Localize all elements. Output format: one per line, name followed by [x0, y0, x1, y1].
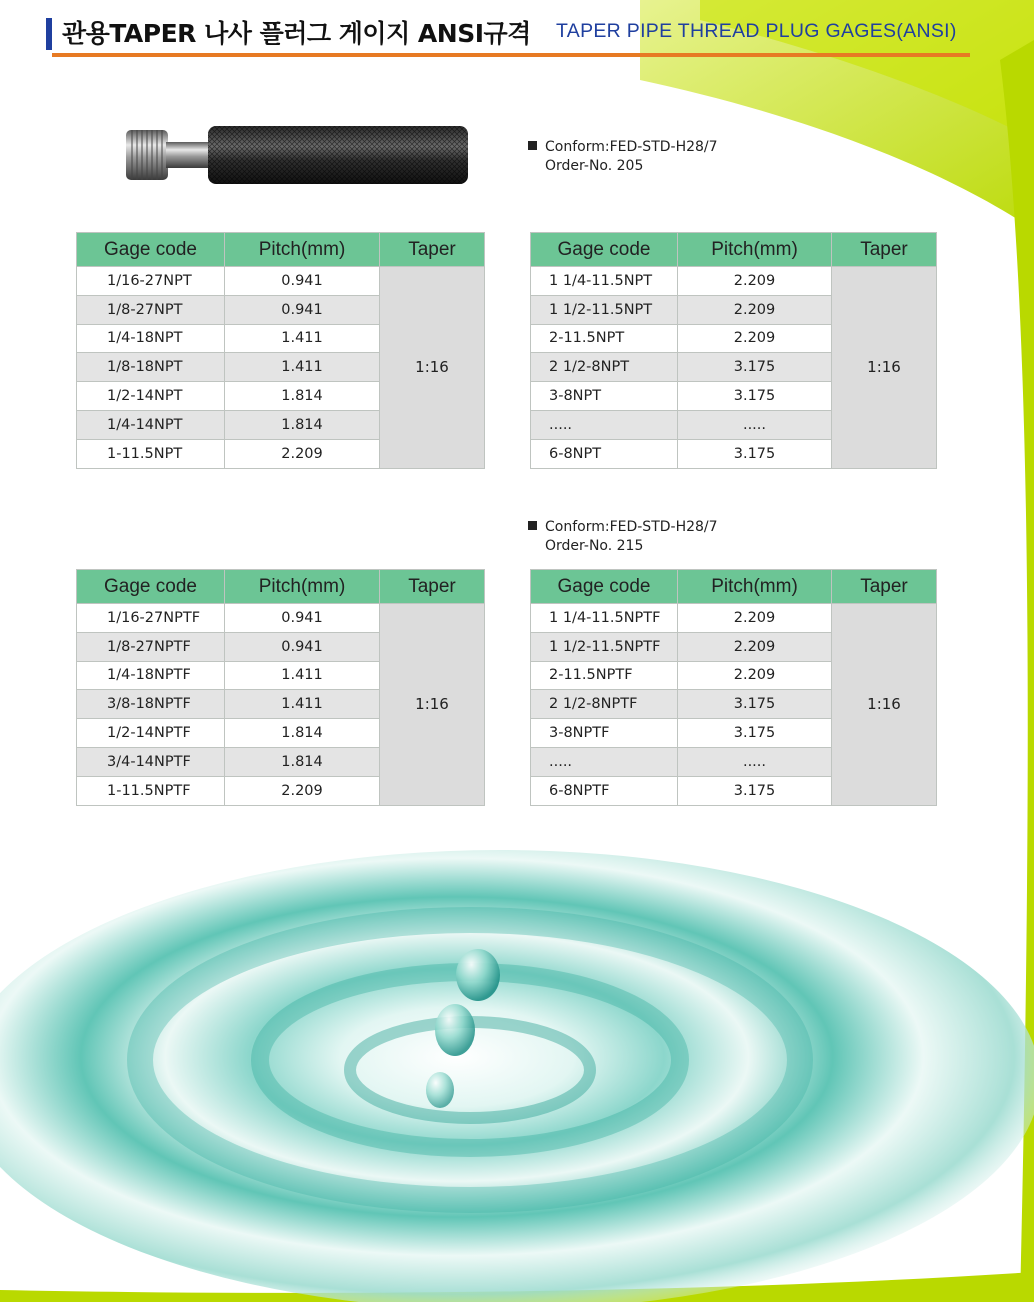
pitch-cell: 2.209 [678, 324, 832, 353]
gage-code-cell: 1/8-27NPTF [77, 632, 225, 661]
title-english: TAPER PIPE THREAD PLUG GAGES(ANSI) [556, 20, 957, 42]
taper-cell: 1:16 [832, 267, 937, 469]
conform-text: Conform:FED-STD-H28/7 [545, 519, 718, 535]
gage-code-cell: 6-8NPTF [531, 776, 678, 805]
pitch-cell: 3.175 [678, 439, 832, 468]
table-header-row [531, 233, 937, 267]
table-row [77, 267, 485, 296]
pitch-cell: 1.814 [225, 382, 380, 411]
pitch-cell: 1.814 [225, 719, 380, 748]
gage-code-cell: 1 1/2-11.5NPTF [531, 632, 678, 661]
gage-code-cell: 3-8NPT [531, 382, 678, 411]
header-pitch: Pitch(mm) [225, 570, 380, 604]
gage-code-cell: 1-11.5NPTF [77, 776, 225, 805]
pitch-cell: 0.941 [225, 267, 380, 296]
gage-code-cell: 2-11.5NPTF [531, 661, 678, 690]
gage-code-cell: 1/8-18NPT [77, 353, 225, 382]
pitch-cell: 1.814 [225, 747, 380, 776]
taper-cell: 1:16 [380, 604, 485, 806]
gage-code-cell: 3-8NPTF [531, 719, 678, 748]
gage-code-cell: 1/4-18NPT [77, 324, 225, 353]
table-header-row [531, 570, 937, 604]
taper-cell: 1:16 [832, 604, 937, 806]
title-accent-bar [46, 18, 52, 50]
gage-code-cell: 1 1/4-11.5NPT [531, 267, 678, 296]
pitch-cell: 2.209 [225, 776, 380, 805]
gage-code-cell: 2 1/2-8NPT [531, 353, 678, 382]
gage-code-cell: 1/4-14NPT [77, 410, 225, 439]
pitch-cell: 1.411 [225, 353, 380, 382]
table-row [531, 604, 937, 633]
pitch-cell: 0.941 [225, 632, 380, 661]
page-header [46, 12, 986, 60]
header-taper: Taper [832, 233, 937, 267]
title-korean: 관용TAPER 나사 플러그 게이지 ANSI규격 [62, 19, 531, 48]
header-pitch: Pitch(mm) [678, 233, 832, 267]
header-taper: Taper [380, 570, 485, 604]
gage-code-cell: ..... [531, 747, 678, 776]
gage-code-cell: 3/4-14NPTF [77, 747, 225, 776]
header-taper: Taper [832, 570, 937, 604]
gage-code-cell: 1/8-27NPT [77, 295, 225, 324]
square-bullet-icon [528, 141, 537, 150]
pitch-cell: 2.209 [678, 604, 832, 633]
order-number: Order-No. 215 [545, 538, 644, 554]
pitch-cell: 0.941 [225, 604, 380, 633]
gage-code-cell: 1 1/4-11.5NPTF [531, 604, 678, 633]
pitch-cell: 2.209 [678, 267, 832, 296]
gage-code-cell: ..... [531, 410, 678, 439]
pitch-cell: 1.411 [225, 324, 380, 353]
header-gage-code: Gage code [77, 570, 225, 604]
gage-code-cell: 2 1/2-8NPTF [531, 690, 678, 719]
gage-code-cell: 3/8-18NPTF [77, 690, 225, 719]
pitch-cell: 3.175 [678, 382, 832, 411]
pitch-cell: 2.209 [678, 632, 832, 661]
gage-code-cell: 1/2-14NPT [77, 382, 225, 411]
conform-note-205 [528, 138, 718, 176]
table-row [531, 267, 937, 296]
pitch-cell: 3.175 [678, 353, 832, 382]
header-gage-code: Gage code [77, 233, 225, 267]
gage-code-cell: 6-8NPT [531, 439, 678, 468]
order-number: Order-No. 205 [545, 158, 644, 174]
pitch-cell: 2.209 [678, 661, 832, 690]
pitch-cell: ..... [678, 410, 832, 439]
title-underline [52, 53, 970, 57]
table-header-row [77, 570, 485, 604]
pitch-cell: 3.175 [678, 690, 832, 719]
taper-cell: 1:16 [380, 267, 485, 469]
conform-text: Conform:FED-STD-H28/7 [545, 139, 718, 155]
table-row [77, 604, 485, 633]
pitch-cell: 3.175 [678, 719, 832, 748]
header-gage-code: Gage code [531, 233, 678, 267]
pitch-cell: ..... [678, 747, 832, 776]
pitch-cell: 3.175 [678, 776, 832, 805]
pitch-cell: 0.941 [225, 295, 380, 324]
conform-note-215 [528, 518, 718, 556]
gage-code-cell: 1/2-14NPTF [77, 719, 225, 748]
gage-code-cell: 2-11.5NPT [531, 324, 678, 353]
pitch-cell: 1.411 [225, 690, 380, 719]
pitch-cell: 1.814 [225, 410, 380, 439]
npt-table-large [530, 232, 937, 469]
header-taper: Taper [380, 233, 485, 267]
plug-gage-photo [122, 124, 472, 186]
pitch-cell: 2.209 [678, 295, 832, 324]
gage-code-cell: 1/16-27NPTF [77, 604, 225, 633]
gage-code-cell: 1/4-18NPTF [77, 661, 225, 690]
nptf-table-large [530, 569, 937, 806]
header-gage-code: Gage code [531, 570, 678, 604]
table-header-row [77, 233, 485, 267]
header-pitch: Pitch(mm) [225, 233, 380, 267]
header-pitch: Pitch(mm) [678, 570, 832, 604]
nptf-table-small [76, 569, 485, 806]
gage-code-cell: 1 1/2-11.5NPT [531, 295, 678, 324]
gage-code-cell: 1-11.5NPT [77, 439, 225, 468]
npt-table-small [76, 232, 485, 469]
gage-code-cell: 1/16-27NPT [77, 267, 225, 296]
square-bullet-icon [528, 521, 537, 530]
pitch-cell: 1.411 [225, 661, 380, 690]
pitch-cell: 2.209 [225, 439, 380, 468]
